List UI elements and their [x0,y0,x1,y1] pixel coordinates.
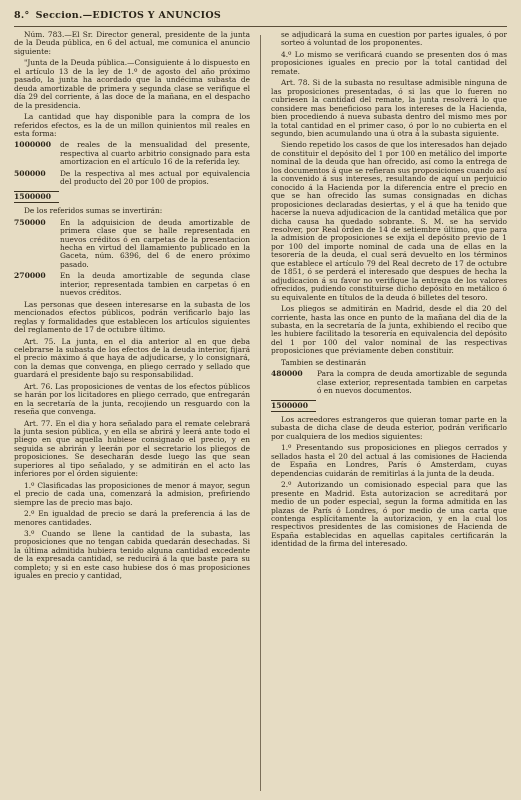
right-column [271,31,507,791]
left-column [14,31,250,791]
rule-1: 1.º Clasificadas las proposiciones de menor á mayor, segun el precio de cada una, comenzará la admision, prefiriendo siempre las de precio mas bajo. [14,480,250,507]
amount-desc: En la adquisicion de deuda amortizable de primera clase que se halle representada en nuevos créditos ó en carpetas de la presentacion hecha en virtud del llamamiento publicado en la Gaceta, núm. 6396, del 6 de enero próximo pasado. [60,217,250,269]
amount-value: 500000 [14,168,46,178]
amount-row [14,141,250,166]
rule-4: 4.º Lo mismo se verificará cuando se presenten dos ó mas proposiciones iguales en precio por la total cantidad del remate. [271,49,507,76]
body-paragraph: se adjudicará la suma en cuestion por partes iguales, ó por sorteo á voluntad de los proponentes. [281,31,507,48]
foreign-creditors: Los acreedores estrangeros que quieran tomar parte en la subasta de dicha clase de deuda esterior, podrán verificarlo por cualquiera de los medios siguientes: [271,415,507,441]
method-2: 2.º Autorizando un comisionado especial para que las presente en Madrid. Esta autorizacion se acreditará por medio de un poder especial, segun la forma admitida en las plazas de París ó Londres, ó por medio de una carta que contenga esplícitamente la autorizacion, y en la cual los respectivos presidentes de las comisiones de Hacienda de España establecidas en aquellas capitales certificarán la identidad de la firma del interesado. [271,480,507,549]
amount-value: 270000 [14,271,46,281]
amount-desc: En la deuda amortizable de segunda clase interior, representada tambien en carpetas ó en nuevos créditos. [60,271,250,298]
section-title: Seccion.—EDICTOS Y ANUNCIOS [35,10,222,21]
notice-intro: Núm. 783.—El Sr. Director general, presidente de la junta de la Deuda pública, en 6 del actual, me comunica el anuncio siguiente: [14,31,250,56]
deposit-paragraph: Siendo repetido los casos de que los interesados han dejado de constituir el depósito del 1 por 100 en metálico del importe nominal de la deuda que han ofrecido, así como la entrega de los documentos á que se refieran sus proposiciones cuando así la convenido á sus intereses, resultando de aquí un perjuicio conocido á la Hacienda por la diferencia entre el precio en que se han ofrecido las sumas consignadas en dichas proposiciones declaradas desiertas, y el á que ha tenido que hacerse la nueva adjudicacion de la cantidad metálica que por dicha causa ha quedado sobrante. S. M. se ha servido resolver, por Real órden de 14 de setiembre último, que para la admision de proposiciones se exija el depósito previo de 1 por 100 del importe nominal de cada una de ellas en la tesorería de la deuda, el cual será devuelto en los términos que establece el artículo 79 del Real decreto de 17 de octubre de 1851, ó se perderá el interesado que despues de hecha la adjudicacion á su favor no verifique la entrega de los valores ofrecidos, pudiendo constituirse dicho depósito en metálico ó su equivalente en títulos de la deuda ó billetes del tesoro. [271,140,507,302]
article-77: Art. 77. En el dia y hora señalado para el remate celebrará la junta sesion pública, y en ella se abrirá y leerá ante todo el pliego en que aquella hubiese consignado el precio, y en seguida se abrirán y leerán por el secretario los pliegos de proposiciones. Se desecharán desde luego las que sean superiores al tipo señalado, y se admitirán en el acto las inferiores por el órden siguiente: [14,418,250,479]
article-76: Art. 76. Las proposiciones de ventas de los efectos públicos se harán por los licitadores en pliego cerrado, que entregarán en la secretaría de la junta, recojiendo un resguardo con la reseña que convenga. [14,381,250,417]
article-75: Art. 75. La junta, en el dia anterior al en que deba celebrarse la subasta de los efectos de la deuda interior, fijará el precio máximo á que haya de adjudicarse, y lo consignará, con la demas que convenga, en pliego cerrado y sellado que guardará el presidente bajo su responsabilidad. [14,336,250,380]
investment-intro: De los referidos sumas se invertirán: [24,206,163,216]
method-1: 1.º Presentando sus proposiciones en pliegos cerrados y sellados hasta el 20 del actual á las comisiones de Hacienda de España en Londres, París ó Amsterdam, cuyas dependencias cuidarán de remitirlas á la junta de la deuda. [271,443,507,478]
available-amount: La cantidad que hay disponible para la compra de los referidos efectos, es la de un millon quinientos mil reales en esta forma: [14,112,250,138]
page-header [14,10,507,27]
amount-row [14,170,250,187]
body-paragraph: Las personas que deseen interesarse en la subasta de los mencionados efectos públicos, podrán verificarlo bajo las reglas y formalidades que establecen los artículos siguientes del reglamento de 17 de octubre último. [14,299,250,335]
amount-desc: De la respectiva al mes actual por equivalencia del producto del 20 por 100 de propios. [60,168,250,187]
columns [14,31,507,791]
amount-row [271,370,507,395]
junta-announcement: "Junta de la Deuda pública.—Consiguiente á lo dispuesto en el artículo 13 de la ley de 1.º de agosto del año próximo pasado, la junta ha acordado que la undécima subasta de deuda amortizable de primera y segunda clase se verifique el día 29 del corriente, á las doce de la mañana, en el despacho de la presidencia. [14,58,250,110]
amount-value: 480000 [271,369,303,379]
body-paragraph: Tambien se destinarán [281,357,366,367]
amount-row [14,219,250,270]
submission-paragraph: Los pliegos se admitirán en Madrid, desde el dia 20 del corriente, hasta las once en punto de la mañana del dia de la subasta, en la secretaría de la junta, exhibiendo el recibo que les hubiere facilitado la tesorería en equivalencia del depósito del 1 por 100 del valor nominal de las respectivas proposiciones que préviamente deben constituir. [271,304,507,356]
rule-2: 2.º En igualdad de precio se dará la preferencia á las de menores cantidades. [14,509,250,527]
amount-total: 1500000 [271,400,316,412]
column-divider [260,35,261,791]
amount-total: 1500000 [14,191,59,203]
amount-value: 1000000 [14,140,51,150]
article-78: Art. 78. Si de la subasta no resultase admisible ninguna de las proposiciones presentadas, ó si las que lo fueren no cubriesen la cantidad del remate, la junta resolverá lo que considere mas beneficioso para los intereses de la Hacienda, bien procediendo á nueva subasta dentro del mismo mes por la total cantidad en el primer caso, ó por lo no cubierta en el segundo, bien acumulando una ú otra á la subasta siguiente. [271,78,507,138]
amount-value: 750000 [14,217,46,227]
amount-row [14,272,250,297]
rule-3: 3.º Cuando se llene la cantidad de la subasta, las proposiciones que no tengan cabida quedarán desechadas. Si la última admitida hubiera tenido alguna cantidad excedente de la expresada cantidad, se reducirá á la que baste para su completo; y si en este caso hubiese dos ó mas proposiciones iguales en precio y cantidad, [14,529,250,581]
amount-desc: Para la compra de deuda amortizable de segunda clase exterior, representada tambien en carpetas ó en nuevos documentos. [317,369,507,396]
amount-desc: de reales de la mensualidad del presente, respectiva al cuarto arbitrio consignado para esta amortizacion en el artículo 16 de la referida ley. [60,140,250,167]
page-number: 8.° [14,10,30,21]
